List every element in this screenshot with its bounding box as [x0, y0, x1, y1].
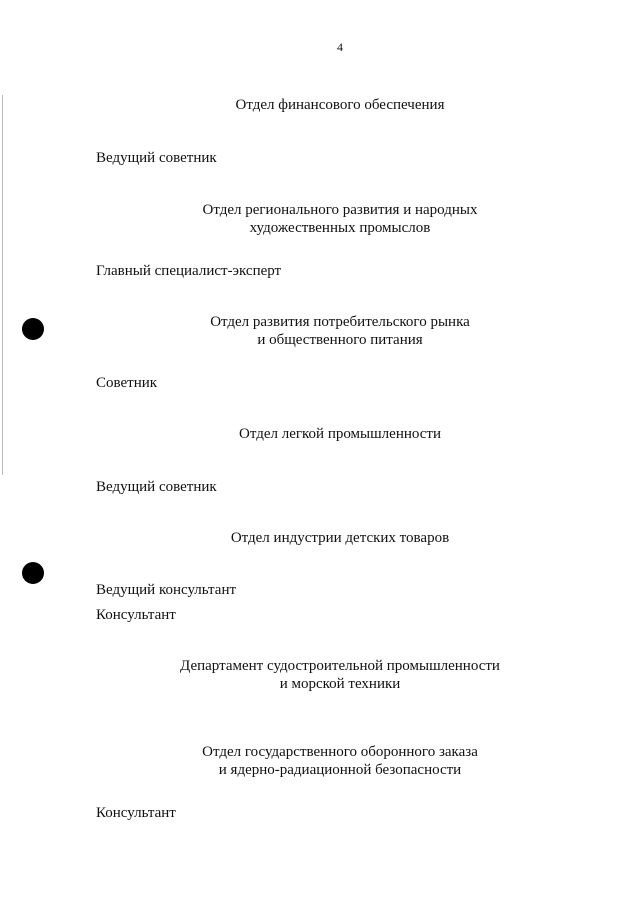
section-heading-defense-order: Отдел государственного оборонного заказа и ядерно-радиационной безопасности [202, 744, 478, 778]
section-heading-shipbuilding-department: Департамент судостроительной промышленности и морской техники [180, 658, 500, 692]
section-heading-consumer-market: Отдел развития потребительского рынка и общественного питания [210, 314, 470, 348]
position-lead-advisor: Ведущий советник [96, 479, 217, 495]
position-advisor: Советник [96, 375, 158, 391]
section-heading-childrens-goods: Отдел индустрии детских товаров [230, 530, 450, 546]
position-lead-consultant: Ведущий консультант [96, 582, 237, 598]
position-consultant: Консультант [96, 607, 176, 623]
page-number: 4 [337, 40, 343, 54]
position-consultant: Консультант [96, 805, 176, 821]
punch-hole-bottom [22, 562, 44, 584]
position-chief-specialist: Главный специалист-эксперт [96, 263, 282, 279]
scan-edge-mark [2, 95, 3, 475]
position-lead-advisor: Ведущий советник [96, 150, 217, 166]
section-heading-light-industry: Отдел легкой промышленности [239, 426, 441, 442]
section-heading-financial: Отдел финансового обеспечения [235, 97, 445, 113]
section-heading-regional: Отдел регионального развития и народных художественных промыслов [202, 202, 478, 236]
